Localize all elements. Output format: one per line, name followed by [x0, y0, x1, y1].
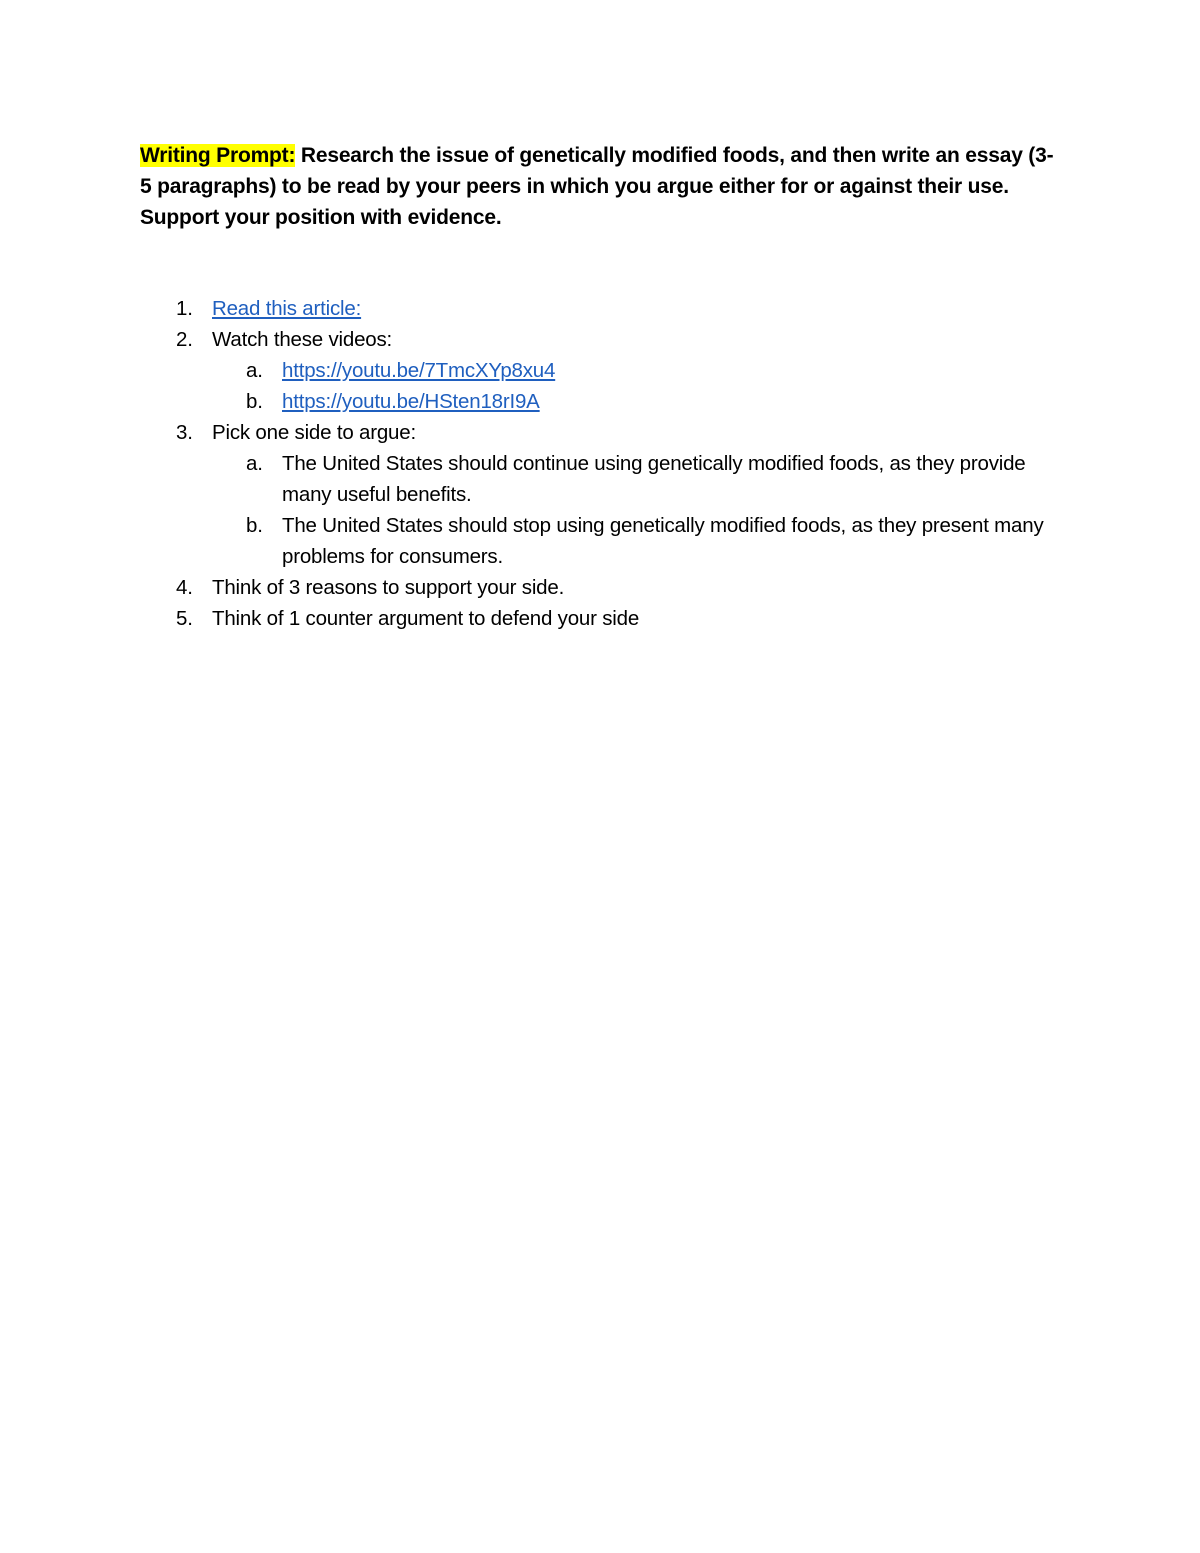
option-text: The United States should stop using genetically modified foods, as they present many problems for consumers.: [282, 514, 1044, 568]
step-3: [140, 417, 1070, 448]
step-text: Pick one side to argue:: [212, 421, 416, 444]
step-number: 2.: [176, 328, 193, 351]
article-link[interactable]: Read this article:: [212, 297, 362, 320]
option-text: The United States should continue using genetically modified foods, as they provide many useful benefits.: [282, 452, 1026, 506]
step-1: [140, 293, 1070, 324]
step-text: Think of 1 counter argument to defend your side: [212, 607, 640, 630]
step-5: [140, 603, 1070, 634]
step-number: 4.: [176, 576, 193, 599]
prompt-label: Writing Prompt:: [140, 144, 296, 167]
sub-letter: b.: [246, 390, 263, 413]
sub-letter: a.: [246, 359, 263, 382]
writing-prompt: [140, 140, 1060, 233]
video-link-1[interactable]: https://youtu.be/7TmcXYp8xu4: [282, 359, 556, 382]
step-2-sub-b: [140, 386, 1070, 417]
step-number: 1.: [176, 297, 193, 320]
step-4: [140, 572, 1070, 603]
step-text: Watch these videos:: [212, 328, 393, 351]
step-number: 5.: [176, 607, 193, 630]
step-number: 3.: [176, 421, 193, 444]
step-3-sub-a: [140, 448, 1070, 510]
video-link-2[interactable]: https://youtu.be/HSten18rI9A: [282, 390, 540, 413]
sub-letter: a.: [246, 452, 263, 475]
step-2-sub-a: [140, 355, 1070, 386]
steps-list: [140, 293, 1070, 634]
sub-letter: b.: [246, 514, 263, 537]
step-3-sub-b: [140, 510, 1070, 572]
step-text: Think of 3 reasons to support your side.: [212, 576, 565, 599]
step-2: [140, 324, 1070, 355]
prompt-text: Research the issue of genetically modified foods, and then write an essay (3-5 paragraphs) to be read by your peers in which you argue either for or against their use. Support your position with evidence.: [140, 144, 1054, 229]
